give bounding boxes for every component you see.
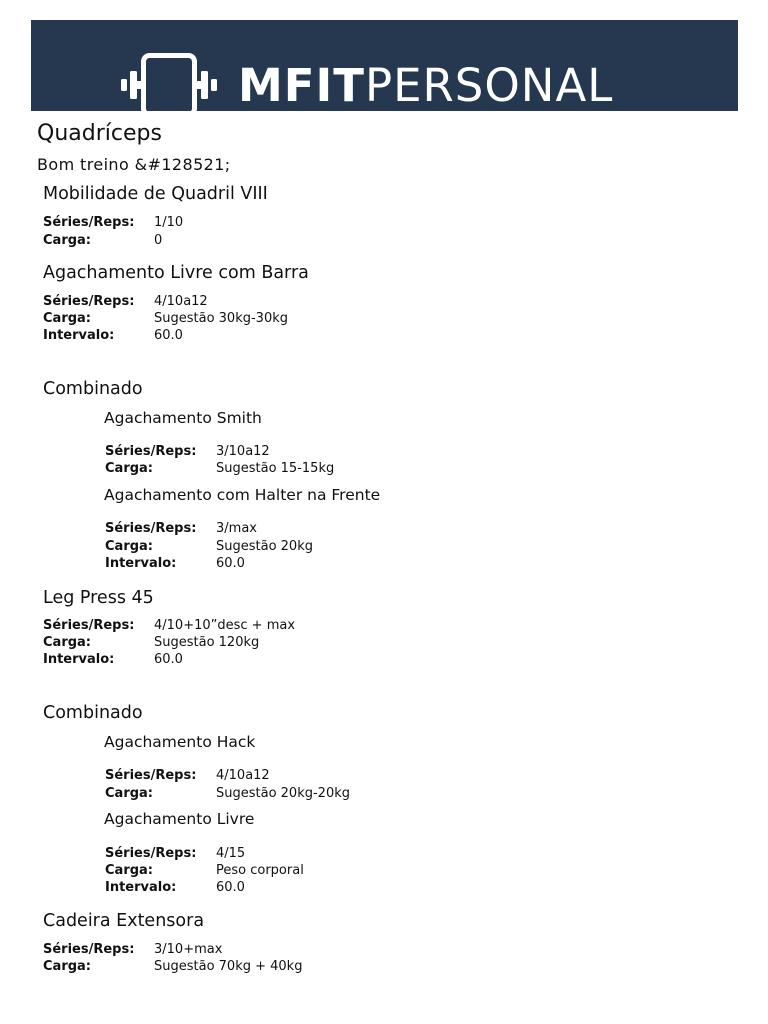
rest-value: 60.0 (216, 880, 245, 895)
combined-title: Combinado (43, 703, 143, 723)
exercise-title: Mobilidade de Quadril VIII (43, 184, 268, 204)
series-label: Séries/Reps: (43, 215, 135, 230)
load-value: Sugestão 70kg + 40kg (154, 959, 303, 974)
dumbbell-phone-icon (119, 53, 219, 117)
series-label: Séries/Reps: (105, 846, 197, 861)
exercise-title: Leg Press 45 (43, 588, 154, 608)
rest-label: Intervalo: (43, 328, 115, 343)
series-value: 3/max (216, 521, 257, 536)
brand-logo-bold: MFIT (238, 59, 365, 112)
rest-label: Intervalo: (105, 556, 177, 571)
series-label: Séries/Reps: (105, 768, 197, 783)
exercise-title: Agachamento Livre com Barra (43, 263, 309, 283)
load-value: Sugestão 30kg-30kg (154, 311, 288, 326)
series-label: Séries/Reps: (43, 618, 135, 633)
brand-logo (238, 56, 613, 116)
load-label: Carga: (43, 959, 92, 974)
load-value: Sugestão 15-15kg (216, 461, 335, 476)
load-label: Carga: (105, 461, 154, 476)
load-label: Carga: (105, 786, 154, 801)
series-label: Séries/Reps: (43, 942, 135, 957)
load-label: Carga: (105, 863, 154, 878)
series-label: Séries/Reps: (105, 444, 197, 459)
exercise-title: Cadeira Extensora (43, 911, 205, 931)
brand-logo-light: PERSONAL (364, 59, 614, 112)
series-label: Séries/Reps: (43, 294, 135, 309)
exercise-title: Agachamento com Halter na Frente (104, 486, 381, 504)
load-value: Sugestão 20kg-20kg (216, 786, 350, 801)
rest-value: 60.0 (216, 556, 245, 571)
exercise-title: Agachamento Hack (104, 733, 256, 751)
series-value: 3/10a12 (216, 444, 270, 459)
rest-label: Intervalo: (43, 652, 115, 667)
series-value: 4/15 (216, 846, 246, 861)
load-value: Sugestão 120kg (154, 635, 260, 650)
exercise-title: Agachamento Livre (104, 810, 255, 828)
series-value: 4/10a12 (216, 768, 270, 783)
series-value: 4/10a12 (154, 294, 208, 309)
rest-value: 60.0 (154, 652, 183, 667)
load-value: 0 (154, 233, 163, 248)
load-value: Peso corporal (216, 863, 304, 878)
load-label: Carga: (43, 233, 92, 248)
header-banner (31, 20, 738, 111)
exercise-title: Agachamento Smith (104, 409, 262, 427)
series-value: 4/10+10”desc + max (154, 618, 296, 633)
series-value: 1/10 (154, 215, 184, 230)
rest-value: 60.0 (154, 328, 183, 343)
series-value: 3/10+max (154, 942, 223, 957)
load-label: Carga: (43, 635, 92, 650)
rest-label: Intervalo: (105, 880, 177, 895)
series-label: Séries/Reps: (105, 521, 197, 536)
load-label: Carga: (105, 539, 154, 554)
page-subtitle: Bom treino &#128521; (37, 155, 231, 174)
load-value: Sugestão 20kg (216, 539, 313, 554)
load-label: Carga: (43, 311, 92, 326)
combined-title: Combinado (43, 379, 143, 399)
page-title: Quadríceps (37, 121, 162, 146)
